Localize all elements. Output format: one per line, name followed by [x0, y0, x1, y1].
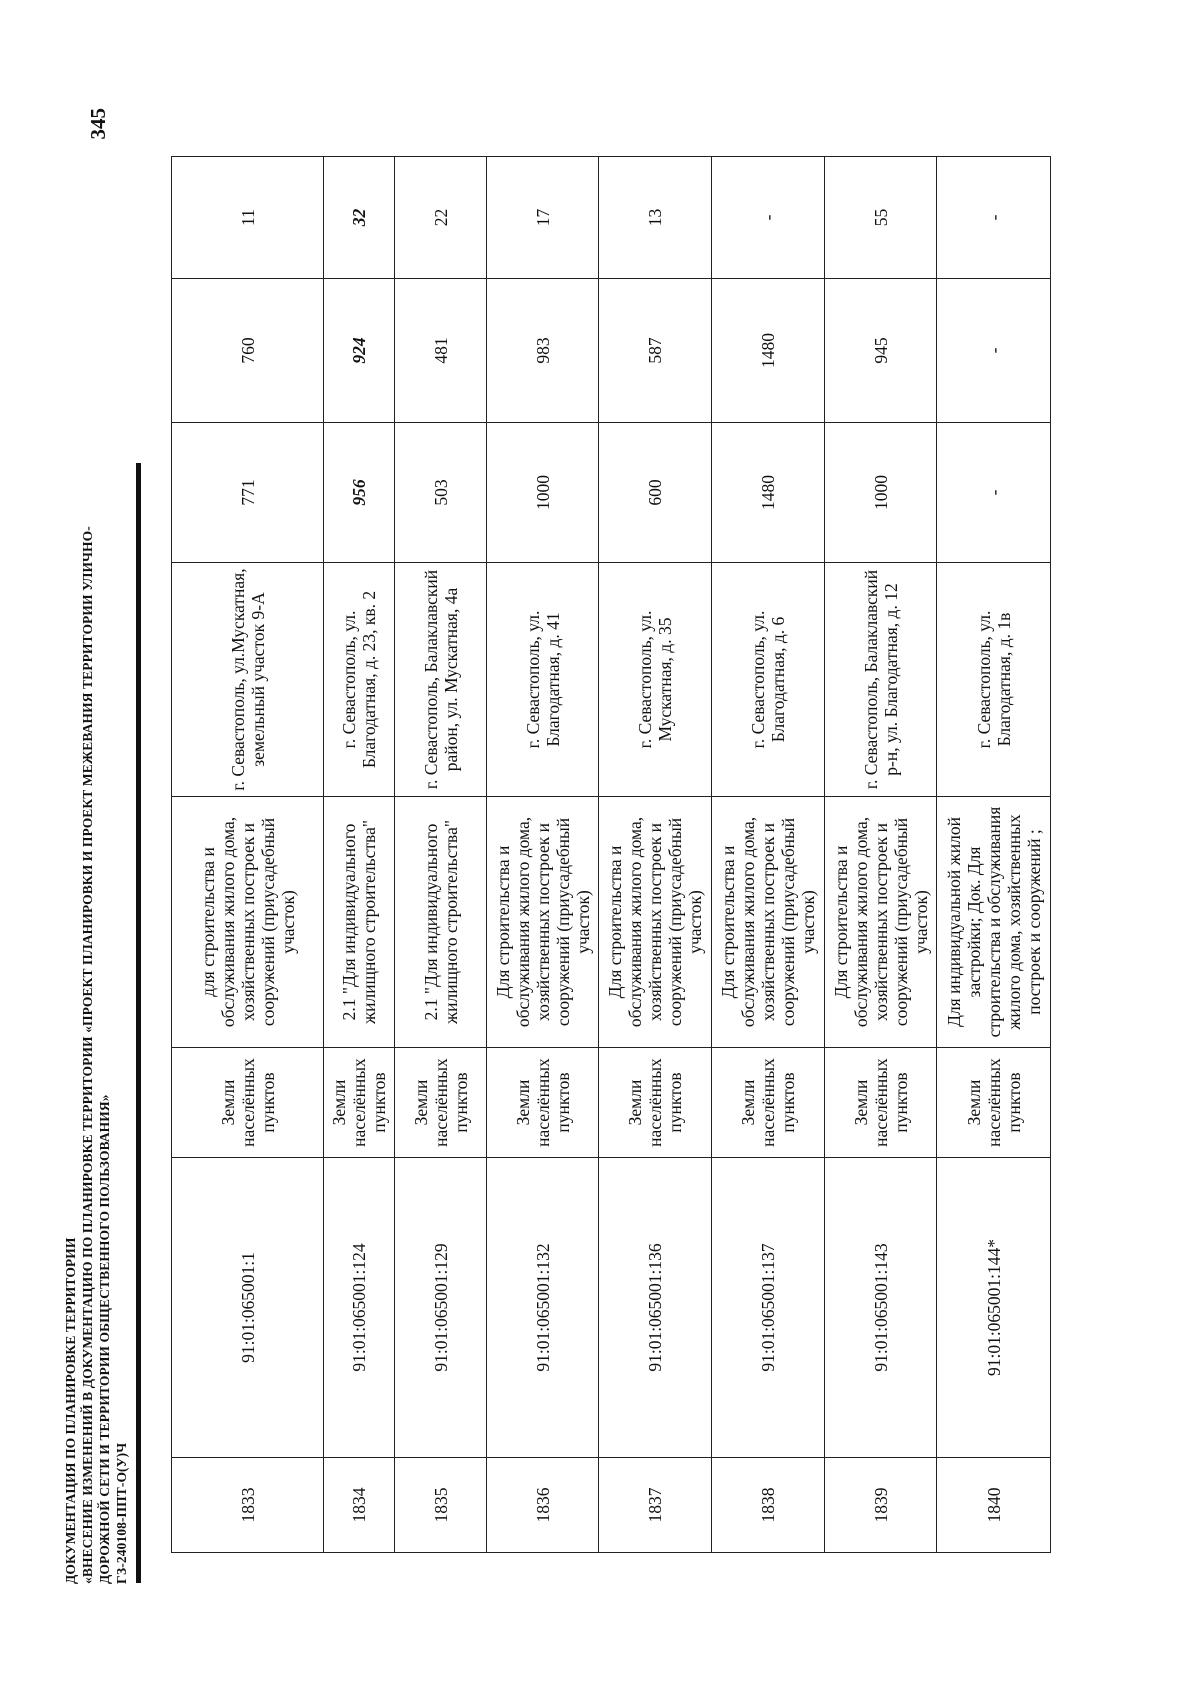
area-value: 760	[172, 279, 324, 423]
difference-value: 32	[324, 157, 395, 279]
land-category: Земли населённых пунктов	[937, 1048, 1051, 1158]
cadastral-number: 91:01:065001:143	[825, 1158, 937, 1458]
cadastral-number: 91:01:065001:129	[395, 1158, 487, 1458]
permitted-use: Для строительства и обслуживания жилого дома, хозяйственных построек и сооружений (приусадебный участок)	[599, 797, 712, 1048]
permitted-use: 2.1 "Для индивидуального жилищного строительства"	[395, 797, 487, 1048]
address: г. Севастополь, ул. Благодатная, д. 6	[712, 563, 825, 797]
difference-value: 55	[825, 157, 937, 279]
area-value: 1000	[487, 423, 599, 563]
cadastral-number: 91:01:065001:136	[599, 1158, 712, 1458]
area-value: 1480	[712, 279, 825, 423]
cadastral-number: 91:01:065001:1	[172, 1158, 324, 1458]
table-row	[172, 157, 324, 1553]
cadastral-number: 91:01:065001:124	[324, 1158, 395, 1458]
table-row	[825, 157, 937, 1553]
header-line: ДОКУМЕНТАЦИЯ ПО ПЛАНИРОВКЕ ТЕРРИТОРИИ	[63, 1237, 78, 1584]
difference-value: 17	[487, 157, 599, 279]
difference-value: -	[712, 157, 825, 279]
difference-value: 22	[395, 157, 487, 279]
cadastral-number: 91:01:065001:137	[712, 1158, 825, 1458]
table-row	[937, 157, 1051, 1553]
area-value: 983	[487, 279, 599, 423]
row-number: 1839	[825, 1458, 937, 1553]
address: г. Севастополь, ул. Благодатная, д. 41	[487, 563, 599, 797]
difference-value: 11	[172, 157, 324, 279]
land-category: Земли населённых пунктов	[324, 1048, 395, 1158]
row-number: 1840	[937, 1458, 1051, 1553]
table-row	[324, 157, 395, 1553]
difference-value: 13	[599, 157, 712, 279]
area-value: 481	[395, 279, 487, 423]
cadastral-number: 91:01:065001:132	[487, 1158, 599, 1458]
area-value: -	[937, 423, 1051, 563]
permitted-use: 2.1 "Для индивидуального жилищного строительства"	[324, 797, 395, 1048]
row-number: 1833	[172, 1458, 324, 1553]
cadastral-number: 91:01:065001:144*	[937, 1158, 1051, 1458]
permitted-use: Для строительства и обслуживания жилого дома, хозяйственных построек и сооружений (приусадебный участок)	[825, 797, 937, 1048]
area-value: 1000	[825, 423, 937, 563]
row-number: 1836	[487, 1458, 599, 1553]
row-number: 1838	[712, 1458, 825, 1553]
page-number: 345	[86, 108, 110, 140]
header-rule	[136, 463, 141, 1583]
land-category: Земли населённых пунктов	[395, 1048, 487, 1158]
land-category: Земли населённых пунктов	[825, 1048, 937, 1158]
difference-value: -	[937, 157, 1051, 279]
land-plots-table	[171, 156, 1051, 1553]
permitted-use: для строительства и обслуживания жилого дома, хозяйственных построек и сооружений (приусадебный участок)	[172, 797, 324, 1048]
header-line: «ВНЕСЕНИЕ ИЗМЕНЕНИЙ В ДОКУМЕНТАЦИЮ ПО ПЛАНИРОВКЕ ТЕРРИТОРИИ «ПРОЕКТ ПЛАНИРОВКИ И ПРОЕКТ МЕЖЕВАНИЯ ТЕРРИТОРИИ УЛИЧНО-	[80, 526, 95, 1584]
area-value: 956	[324, 423, 395, 563]
area-value: 1480	[712, 423, 825, 563]
land-category: Земли населённых пунктов	[172, 1048, 324, 1158]
table-row	[712, 157, 825, 1553]
address: г. Севастополь, ул. Мускатная, д. 35	[599, 563, 712, 797]
document-header	[62, 84, 130, 1584]
permitted-use: Для строительства и обслуживания жилого дома, хозяйственных построек и сооружений (приусадебный участок)	[487, 797, 599, 1048]
land-category: Земли населённых пунктов	[599, 1048, 712, 1158]
address: г. Севастополь, ул. Благодатная, д. 1в	[937, 563, 1051, 797]
area-value: -	[937, 279, 1051, 423]
area-value: 924	[324, 279, 395, 423]
header-line: ДОРОЖНОЙ СЕТИ И ТЕРРИТОРИИ ОБЩЕСТВЕННОГО ПОЛЬЗОВАНИЯ»	[97, 1094, 112, 1584]
area-value: 771	[172, 423, 324, 563]
land-category: Земли населённых пунктов	[487, 1048, 599, 1158]
area-value: 600	[599, 423, 712, 563]
area-value: 945	[825, 279, 937, 423]
address: г. Севастополь, ул. Благодатная, д. 23, кв. 2	[324, 563, 395, 797]
address: г. Севастополь, ул.Мускатная, земельный участок 9-А	[172, 563, 324, 797]
row-number: 1837	[599, 1458, 712, 1553]
table-row	[395, 157, 487, 1553]
area-value: 503	[395, 423, 487, 563]
row-number: 1835	[395, 1458, 487, 1553]
header-line: ГЗ-240108-ППТ-О(У)Ч	[114, 1442, 129, 1584]
address: г. Севастополь, Балаклавский р-н, ул. Благодатная, д. 12	[825, 563, 937, 797]
permitted-use: Для строительства и обслуживания жилого дома, хозяйственных построек и сооружений (приусадебный участок)	[712, 797, 825, 1048]
permitted-use: Для индивидуальной жилой застройки; Док. Для строительства и обслуживания жилого дома, хозяйственных построек и сооружений ;	[937, 797, 1051, 1048]
area-value: 587	[599, 279, 712, 423]
address: г. Севастополь, Балаклавский район, ул. Мускатная, 4а	[395, 563, 487, 797]
table-row	[599, 157, 712, 1553]
land-category: Земли населённых пунктов	[712, 1048, 825, 1158]
table-row	[487, 157, 599, 1553]
row-number: 1834	[324, 1458, 395, 1553]
